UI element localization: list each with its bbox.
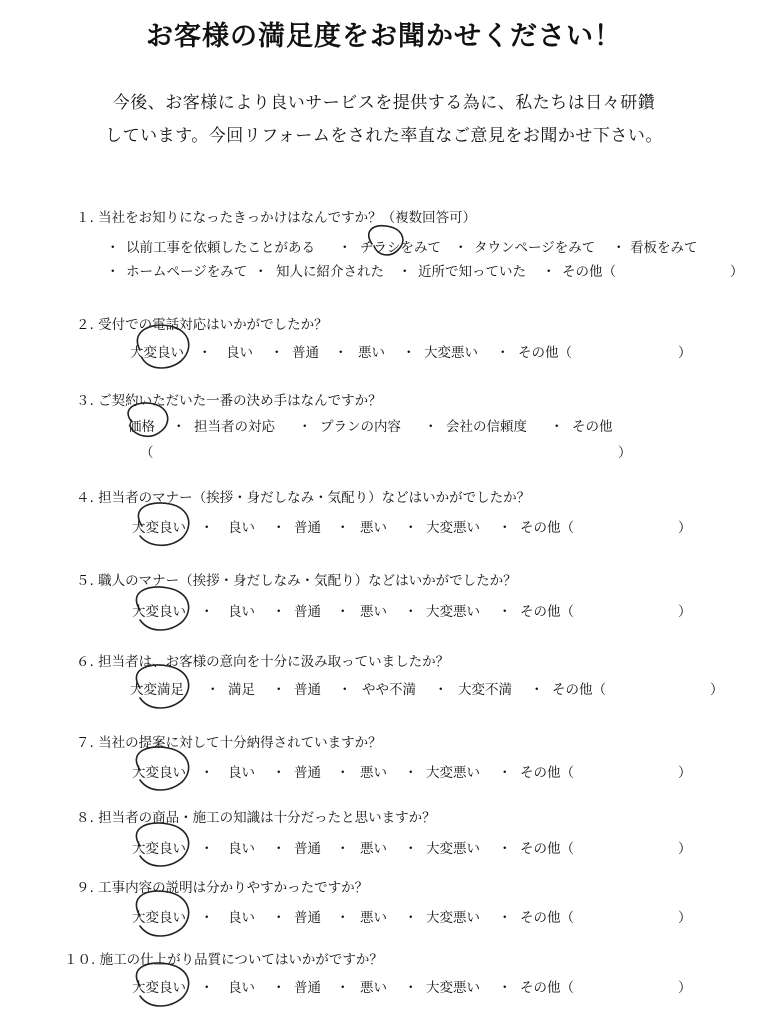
separator: ・ [272, 765, 286, 781]
option-very-bad[interactable]: 大変悪い [426, 841, 480, 857]
separator: ・ [334, 345, 348, 361]
option-other[interactable]: その他（ [552, 682, 606, 698]
option-other[interactable]: その他（ [520, 604, 574, 620]
option-very-good[interactable]: 大変良い [132, 520, 186, 536]
option-very-good[interactable]: 大変良い [130, 345, 184, 361]
separator: ・ [404, 520, 418, 536]
question-8 [76, 806, 436, 826]
option-good[interactable]: 良い [226, 345, 253, 361]
separator: ・ [272, 980, 286, 996]
option-very-good[interactable]: 大変良い [132, 910, 186, 926]
option-other-close: ） [678, 604, 692, 620]
option-average[interactable]: 普通 [294, 604, 321, 620]
separator: ・ [336, 841, 350, 857]
question-number: ４. [76, 490, 94, 506]
option-average[interactable]: 普通 [294, 980, 321, 996]
option-bad[interactable]: 悪い [360, 841, 387, 857]
option-other[interactable]: その他（ [520, 765, 574, 781]
option-signboard[interactable]: 看板をみて [630, 240, 698, 256]
separator: ・ [398, 264, 412, 280]
option-very-dissatisfied[interactable]: 大変不満 [458, 682, 512, 698]
separator: ・ [612, 240, 626, 256]
question-2 [76, 313, 328, 333]
option-other-close: ） [678, 980, 692, 996]
question-3 [76, 389, 382, 409]
separator: ・ [254, 264, 268, 280]
separator: ・ [272, 604, 286, 620]
question-text: 受付での電話対応はいかがでしたか？ [98, 317, 328, 333]
option-very-bad[interactable]: 大変悪い [426, 910, 480, 926]
option-average[interactable]: 普通 [294, 910, 321, 926]
separator: ・ [106, 264, 120, 280]
option-plan-content[interactable]: プランの内容 [320, 419, 401, 435]
option-bad[interactable]: 悪い [360, 520, 387, 536]
option-very-satisfied[interactable]: 大変満足 [130, 682, 184, 698]
separator: ・ [206, 682, 220, 698]
option-good[interactable]: 良い [228, 604, 255, 620]
option-bad[interactable]: 悪い [360, 980, 387, 996]
option-satisfied[interactable]: 満足 [228, 682, 255, 698]
question-text: 施工の仕上がり品質についてはいかがですか？ [99, 952, 383, 968]
question-number: ６. [76, 654, 94, 670]
question-text: 当社の提案に対して十分納得されていますか？ [98, 735, 382, 751]
question-9 [76, 876, 368, 896]
option-very-bad[interactable]: 大変悪い [426, 765, 480, 781]
question-7 [76, 731, 382, 751]
separator: ・ [434, 682, 448, 698]
option-other-open: （ [140, 445, 154, 461]
separator: ・ [200, 765, 214, 781]
separator: ・ [200, 980, 214, 996]
question-text: 担当者は、お客様の意向を十分に汲み取っていましたか？ [98, 654, 450, 670]
option-very-bad[interactable]: 大変悪い [424, 345, 478, 361]
separator: ・ [270, 345, 284, 361]
question-number: ２. [76, 317, 94, 333]
separator: ・ [498, 980, 512, 996]
option-bad[interactable]: 悪い [358, 345, 385, 361]
option-other[interactable]: その他（ [520, 841, 574, 857]
question-text: 職人のマナー（挨拶・身だしなみ・気配り）などはいかがでしたか？ [98, 573, 517, 589]
option-neighborhood[interactable]: 近所で知っていた [418, 264, 526, 280]
separator: ・ [272, 910, 286, 926]
separator: ・ [530, 682, 544, 698]
option-somewhat-dissatisfied[interactable]: やや不満 [362, 682, 416, 698]
option-very-good[interactable]: 大変良い [132, 980, 186, 996]
option-staff-response[interactable]: 担当者の対応 [194, 419, 275, 435]
question-6 [76, 650, 449, 670]
question-number: ９. [76, 880, 94, 896]
option-referral[interactable]: 知人に紹介された [276, 264, 384, 280]
option-other-close: ） [678, 765, 692, 781]
separator: ・ [200, 520, 214, 536]
option-other[interactable]: その他（ [520, 980, 574, 996]
question-number: ７. [76, 735, 94, 751]
option-price[interactable]: 価格 [128, 419, 155, 435]
separator: ・ [298, 419, 312, 435]
question-number: ５. [76, 573, 94, 589]
separator: ・ [272, 841, 286, 857]
separator: ・ [200, 841, 214, 857]
option-other-close: ） [678, 910, 692, 926]
option-other[interactable]: その他 [572, 419, 613, 435]
page-title: お客様の満足度をお聞かせください！ [146, 21, 622, 52]
option-other-close: ） [618, 445, 632, 461]
option-very-good[interactable]: 大変良い [132, 841, 186, 857]
separator: ・ [498, 520, 512, 536]
separator: ・ [498, 841, 512, 857]
option-average[interactable]: 普通 [294, 765, 321, 781]
option-town-page[interactable]: タウンページをみて [474, 240, 596, 256]
option-other[interactable]: その他（ [520, 520, 574, 536]
question-4 [76, 486, 530, 506]
question-text: ご契約いただいた一番の決め手はなんですか？ [98, 393, 382, 409]
separator: ・ [498, 604, 512, 620]
option-other-close: ） [678, 841, 692, 857]
question-text: 工事内容の説明は分かりやすかったですか？ [98, 880, 369, 896]
separator: ・ [498, 765, 512, 781]
option-very-bad[interactable]: 大変悪い [426, 980, 480, 996]
option-other-close: ） [730, 264, 744, 280]
intro-line-2: しています。今回リフォームをされた率直なご意見をお聞かせ下さい。 [105, 126, 663, 146]
option-average[interactable]: 普通 [294, 682, 321, 698]
separator: ・ [402, 345, 416, 361]
question-text: 当社をお知りになったきっかけはなんですか？（複数回答可） [98, 210, 477, 226]
option-good[interactable]: 良い [228, 520, 255, 536]
option-average[interactable]: 普通 [292, 345, 319, 361]
separator: ・ [404, 910, 418, 926]
option-good[interactable]: 良い [228, 980, 255, 996]
separator: ・ [338, 682, 352, 698]
separator: ・ [542, 264, 556, 280]
option-other[interactable]: その他（ [518, 345, 572, 361]
question-text: 担当者の商品・施工の知識は十分だったと思いますか？ [98, 810, 436, 826]
option-bad[interactable]: 悪い [360, 604, 387, 620]
separator: ・ [496, 345, 510, 361]
separator: ・ [424, 419, 438, 435]
option-very-bad[interactable]: 大変悪い [426, 520, 480, 536]
separator: ・ [550, 419, 564, 435]
question-number: ３. [76, 393, 94, 409]
separator: ・ [498, 910, 512, 926]
separator: ・ [336, 910, 350, 926]
option-good[interactable]: 良い [228, 841, 255, 857]
option-good[interactable]: 良い [228, 765, 255, 781]
separator: ・ [336, 604, 350, 620]
question-number: １. [76, 210, 94, 226]
separator: ・ [338, 240, 352, 256]
separator: ・ [404, 841, 418, 857]
question-text: 担当者のマナー（挨拶・身だしなみ・気配り）などはいかがでしたか？ [98, 490, 531, 506]
separator: ・ [200, 604, 214, 620]
question-1 [76, 206, 476, 226]
separator: ・ [336, 765, 350, 781]
separator: ・ [454, 240, 468, 256]
option-good[interactable]: 良い [228, 910, 255, 926]
option-bad[interactable]: 悪い [360, 765, 387, 781]
question-10 [64, 948, 383, 968]
option-bad[interactable]: 悪い [360, 910, 387, 926]
option-very-good[interactable]: 大変良い [132, 604, 186, 620]
question-number: ８. [76, 810, 94, 826]
option-very-good[interactable]: 大変良い [132, 765, 186, 781]
separator: ・ [106, 240, 120, 256]
option-other-close: ） [710, 682, 724, 698]
separator: ・ [172, 419, 186, 435]
option-average[interactable]: 普通 [294, 520, 321, 536]
question-number: １０. [64, 952, 96, 968]
option-other-close: ） [678, 520, 692, 536]
intro-line-1: 今後、お客様により良いサービスを提供する為に、私たちは日々研鑽 [112, 93, 656, 113]
option-other[interactable]: その他（ [520, 910, 574, 926]
separator: ・ [336, 980, 350, 996]
separator: ・ [404, 604, 418, 620]
option-average[interactable]: 普通 [294, 841, 321, 857]
question-5 [76, 569, 517, 589]
option-company-trust[interactable]: 会社の信頼度 [446, 419, 527, 435]
option-very-bad[interactable]: 大変悪い [426, 604, 480, 620]
option-other-close: ） [678, 345, 692, 361]
option-other[interactable]: その他（ [562, 264, 616, 280]
separator: ・ [200, 910, 214, 926]
option-prior-work[interactable]: 以前工事を依頼したことがある [126, 240, 315, 256]
separator: ・ [272, 682, 286, 698]
option-homepage[interactable]: ホームページをみて [126, 264, 248, 280]
separator: ・ [198, 345, 212, 361]
separator: ・ [404, 765, 418, 781]
separator: ・ [272, 520, 286, 536]
option-flyer[interactable]: チラシをみて [360, 240, 441, 256]
separator: ・ [404, 980, 418, 996]
separator: ・ [336, 520, 350, 536]
